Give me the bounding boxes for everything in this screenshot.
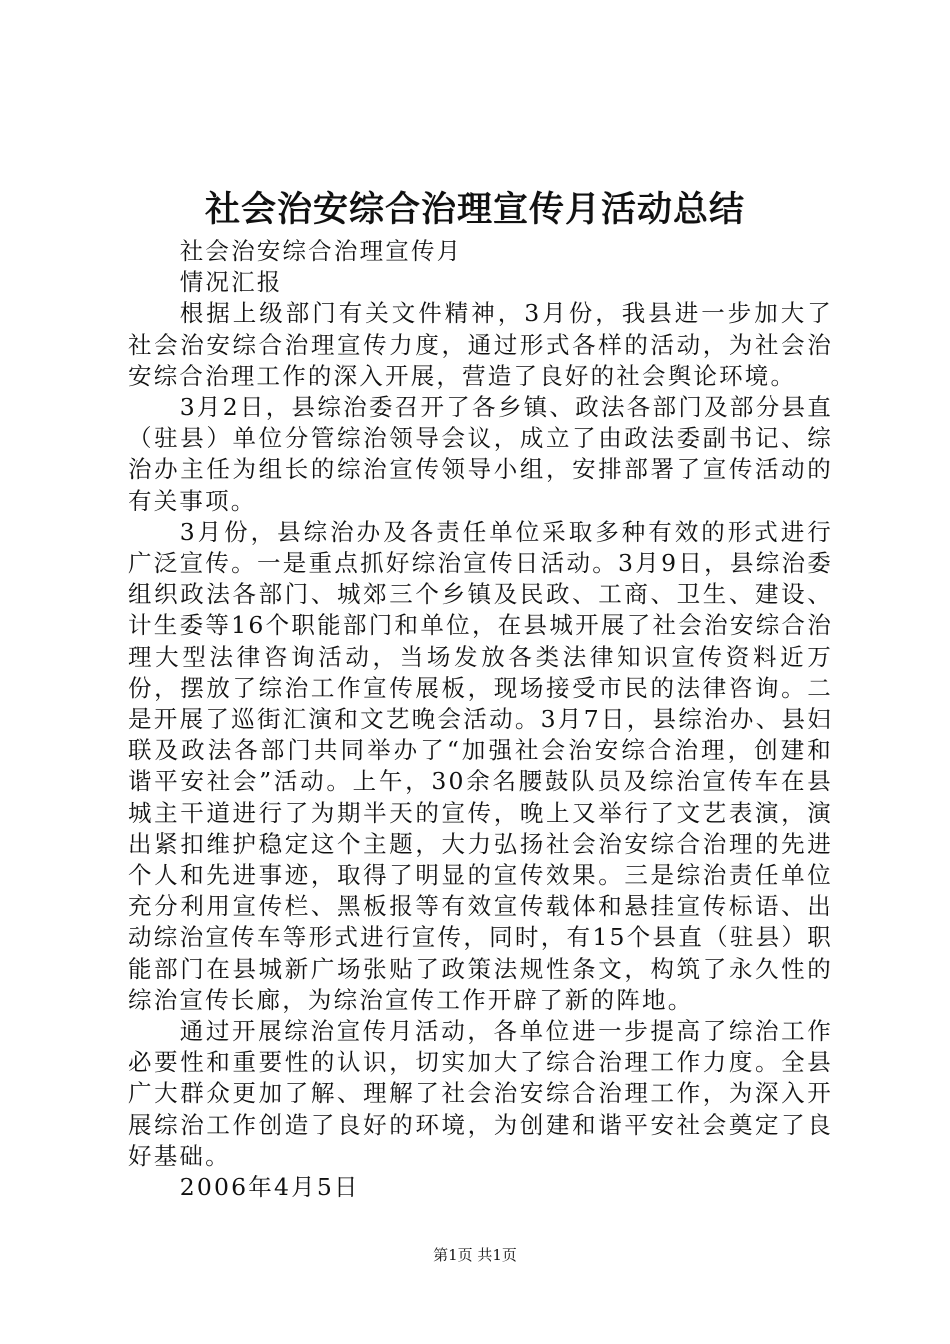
document-title: 社会治安综合治理宣传月活动总结 (204, 189, 745, 230)
subtitle-line-2: 情况汇报 (179, 268, 283, 297)
document-date: 2006年4月5日 (179, 1173, 360, 1202)
document-body (128, 236, 833, 1203)
paragraph-meeting: 3月2日，县综治委召开了各乡镇、政法各部门及部分县直（驻县）单位分管综治领导会议，成立了由政法委副书记、综治办主任为组长的综治宣传领导小组，安排部署了宣传活动的有关事项。 (128, 393, 833, 515)
paragraph-conclusion: 通过开展综治宣传月活动，各单位进一步提高了综治工作必要性和重要性的认识，切实加大了综合治理工作力度。全县广大群众更加了解、理解了社会治安综合治理工作，为深入开展综治工作创造了良好的环境，为创建和谐平安社会奠定了良好基础。 (128, 1017, 833, 1170)
paragraph-intro: 根据上级部门有关文件精神，3月份，我县进一步加大了社会治安综合治理宣传力度，通过形式各样的活动，为社会治安综合治理工作的深入开展，营造了良好的社会舆论环境。 (128, 299, 833, 390)
paragraph-activities: 3月份，县综治办及各责任单位采取多种有效的形式进行广泛宣传。一是重点抓好综治宣传日活动。3月9日，县综治委组织政法各部门、城郊三个乡镇及民政、工商、卫生、建设、计生委等16个职能部门和单位，在县城开展了社会治安综合治理大型法律咨询活动，当场发放各类法律知识宣传资料近万份，摆放了综治工作宣传展板，现场接受市民的法律咨询。二是开展了巡街汇演和文艺晚会活动。3月7日，县综治办、县妇联及政法各部门共同举办了“加强社会治安综合治理，创建和谐平安社会”活动。上午，30余名腰鼓队员及综治宣传车在县城主干道进行了为期半天的宣传，晚上又举行了文艺表演，演出紧扣维护稳定这个主题，大力弘扬社会治安综合治理的先进个人和先进事迹，取得了明显的宣传效果。三是综治责任单位充分利用宣传栏、黑板报等有效宣传载体和悬挂宣传标语、出动综治宣传车等形式进行宣传，同时，有15个县直（驻县）职能部门在县城新广场张贴了政策法规性条文，构筑了永久性的综治宣传长廊，为综治宣传工作开辟了新的阵地。 (128, 517, 833, 1014)
subtitle-line-1: 社会治安综合治理宣传月 (179, 237, 463, 265)
page-footer: 第1页 共1页 (433, 1246, 517, 1264)
